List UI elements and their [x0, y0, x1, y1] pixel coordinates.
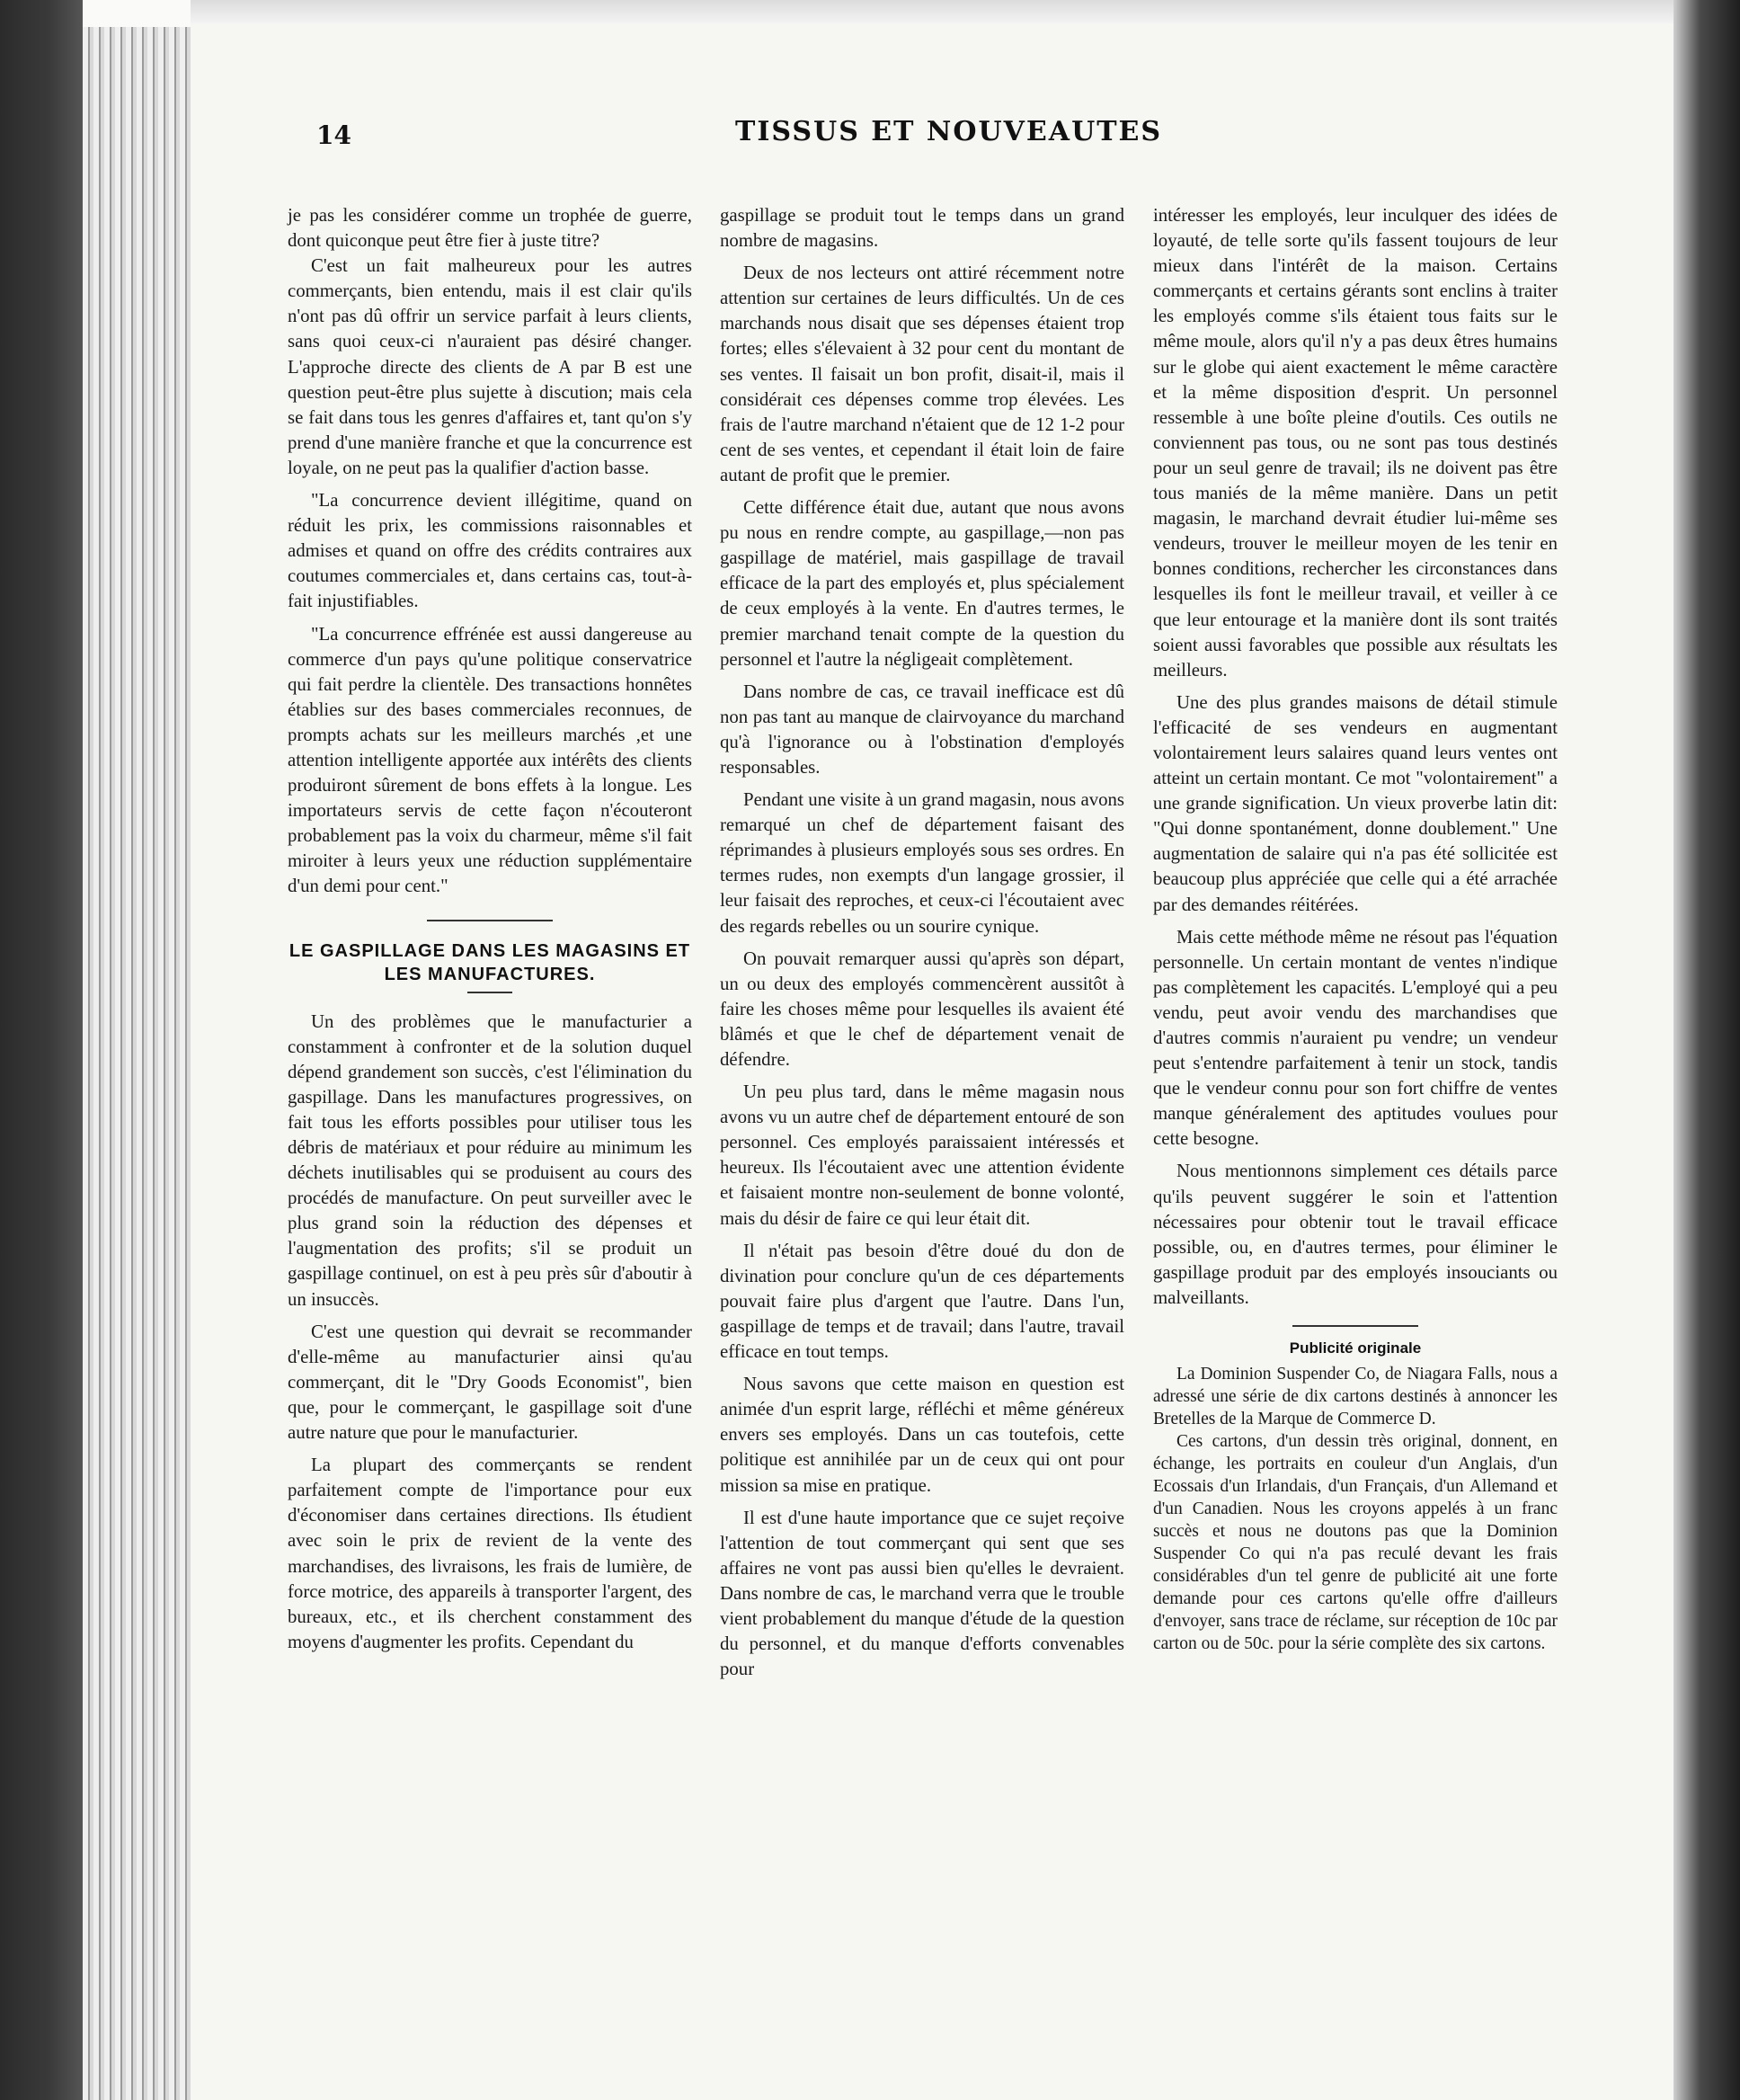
paragraph: Un des problèmes que le manufacturier a constamment à confronter et de la solution duquel dépend grandement son succès, c'est l'élimination du gaspillage. Dans les manufactures progressives, on fait tous les efforts possibles pour utiliser tous les débris de matériaux et pour réduire au minimum les déchets inutilisables qui se produisent au cours des procédés de manufacture. On peut surveiller avec le plus grand soin la réduction des dépenses et l'augmentation des profits; s'il se produit un gaspillage continuel, on est à peu près sûr d'aboutir à un insuccès. — [288, 1010, 692, 1310]
paragraph: Il n'était pas besoin d'être doué du don de divination pour conclure qu'un de ces départements pouvait faire plus d'argent que l'autre. Dans l'un, gaspillage de temps et de travail; dans l'autre, travail efficace en tout temps. — [720, 1240, 1124, 1363]
running-title: TISSUS ET NOUVEAUTES — [735, 116, 1163, 147]
magazine-page — [191, 23, 1673, 2100]
paragraph: La plupart des commerçants se rendent parfaitement compte de l'importance pour eux d'économiser dans certaines directions. Ils étudient avec soin le prix de revient de la vente des marchandises, des livraisons, les frais de lumière, de force motrice, des appareils à transporter l'argent, des bureaux, etc., et ils cherchent constamment des moyens d'augmenter les profits. Cependant du — [288, 1455, 692, 1652]
paragraph: On pouvait remarquer aussi qu'après son départ, un ou deux des employés commencèrent aussitôt à faire les choses même pour lesquelles ils avaient été blâmés et que le chef de département venait de défendre. — [720, 948, 1124, 1070]
paragraph: Nous savons que cette maison en question est animée d'un esprit large, réfléchi et même généreux envers ses employés. Dans un cas toutefois, cette politique est annihilée par un de ceux qui ont pour mission sa mise en pratique. — [720, 1374, 1124, 1496]
paragraph: Nous mentionnons simplement ces détails parce qu'ils peuvent suggérer le soin et l'attention nécessaires pour obtenir tout le travail efficace possible, ou, en d'autres termes, pour éliminer le gaspillage produit par des employés insouciants ou malveillants. — [1153, 1161, 1558, 1308]
paragraph: C'est un fait malheureux pour les autres commerçants, bien entendu, mais il est clair qu'ils n'ont pas dû offrir un service parfait à leurs clients, sans quoi ceux-ci n'auraient pas désiré changer. L'approche directe des clients de A par B est une question peut-être plus sujette à discution; mais cela se fait dans tous les genres d'affaires et, tant qu'on s'y prend d'une manière franche et que la concurrence est loyale, on ne peut pas la qualifier d'action basse. — [288, 255, 692, 478]
paragraph: "La concurrence devient illégitime, quand on réduit les prix, les commissions raisonnables et admises et quand on offre des crédits contraires aux coutumes commerciales et, dans certains cas, tout-à-fait injustifiables. — [288, 490, 692, 612]
paragraph: "La concurrence effrénée est aussi dangereuse au commerce d'un pays qu'une politique conservatrice qui fait perdre la clientèle. Des transactions honnêtes établies sur des bases commerciales reconnues, de prompts achats sur les meilleurs marchés ,et une attention intelligente apportée aux intérêts des clients produiront sûrement de bons effets à la longue. Les importateurs servis de cette façon n'écouteront probablement pas la voix du charmeur, même s'il fait miroiter à leurs yeux une réduction supplémentaire d'un demi pour cent." — [288, 623, 692, 897]
stacked-page-edges — [83, 27, 191, 2100]
paragraph: C'est une question qui devrait se recommander d'elle-même au manufacturier ainsi qu'au commerçant, dit le "Dry Goods Economist", bien que, pour le commerçant, le gaspillage soit d'une autre nature que pour le manufacturier. — [288, 1321, 692, 1444]
paragraph: Mais cette méthode même ne résout pas l'équation personnelle. Un certain montant de ventes n'indique pas complètement les capacités. L'employé qui a peu vendu, peut avoir vendu des marchandises que d'autres commis n'auraient pu vendre; un vendeur peut s'entendre parfaitement à tenir un stock, tandis que le vendeur connu pour son fort chiffre de ventes manque généralement des aptitudes voulues pour cette besogne. — [1153, 926, 1558, 1150]
paragraph: intéresser les employés, leur inculquer des idées de loyauté, de telle sorte qu'ils fassent toujours de leur mieux dans l'intérêt de la maison. Certains commerçants et certains gérants sont enclins à traiter les employés comme s'ils étaient tous faits sur le même moule, alors qu'il n'y a pas deux êtres humains sur le globe qui aient exactement le même caractère et la même disposition d'esprit. Un personnel ressemble à une boîte pleine d'outils. Ces outils ne conviennent pas tous, ou ne sont pas tous destinés pour un seul genre de travail; ils ne doivent pas être tous maniés de la même manière. Dans un petit magasin, le marchand devrait étudier lui-même ses vendeurs, trouver le meilleur moyen de les tenir en bonnes conditions, rechercher les circonstances dans lesquelles ils font le meilleur travail, et veiller à ce que leur entourage et la manière dont ils sont traités soient aussi favorables que possible aux résultats les meilleurs. — [1153, 205, 1558, 681]
paragraph: Une des plus grandes maisons de détail stimule l'efficacité de ses vendeurs en augmentant volontairement leurs salaires quand leurs ventes ont atteint un certain montant. Ce mot "volontairement" a une grande signification. Un vieux proverbe latin dit: "Qui donne spontanément, donne doublement." Une augmentation de salaire qui n'a pas été sollicitée est beaucoup plus appréciée que celle qui a été arrachée par des demandes réitérées. — [1153, 691, 1558, 915]
text-column-1 — [288, 203, 692, 1655]
paragraph: Pendant une visite à un grand magasin, nous avons remarqué un chef de département faisant des réprimandes à plusieurs employés sous ses ordres. En termes rudes, non exempts d'un langage grossier, il leur faisait des reproches, et ceux-ci l'écoutaient avec des regards rebelles ou un sourire cynique. — [720, 789, 1124, 937]
section-subheading: Publicité originale — [1289, 1339, 1422, 1357]
paragraph: je pas les considérer comme un trophée de guerre, dont quiconque peut être fier à juste titre? — [288, 205, 692, 252]
text-column-3 — [1153, 203, 1558, 1655]
paragraph: Dans nombre de cas, ce travail inefficace est dû non pas tant au manque de clairvoyance du marchand qu'à l'ignorance ou à l'obstination d'employés responsables. — [720, 681, 1124, 778]
paragraph: Deux de nos lecteurs ont attiré récemment notre attention sur certaines de leurs difficultés. Un de ces marchands nous disait que ses dépenses étaient trop fortes; elles s'élevaient à 32 pour cent du montant de ses ventes. Il faisait un bon profit, disait-il, mais il considérait ces dépenses comme trop élevées. Les frais de l'autre marchand n'étaient que de 12 1-2 pour cent de ses ventes, et cependant il était loin de faire autant de profit que le premier. — [720, 262, 1124, 485]
paragraph: Cette différence était due, autant que nous avons pu nous en rendre compte, au gaspillage,—non pas gaspillage de matériel, mais gaspillage de travail efficace de la part des employés et, plus spécialement de ceux employés à la vente. En d'autres termes, le premier marchand tenait compte de la question du personnel et l'autre la négligeait complètement. — [720, 497, 1124, 670]
heading-underline — [467, 992, 512, 993]
page-number: 14 — [316, 120, 351, 150]
book-binding — [0, 0, 83, 2100]
paragraph: La Dominion Suspender Co, de Niagara Falls, nous a adressé une série de dix cartons destinés à annoncer les Bretelles de la Marque de Commerce D. — [1153, 1365, 1558, 1429]
paragraph: Un peu plus tard, dans le même magasin nous avons vu un autre chef de département entouré de son personnel. Ces employés paraissaient intéressés et heureux. Ils l'écoutaient avec une attention évidente et faisaient montre non-seulement de bonne volonté, mais du désir de faire ce qui leur était dit. — [720, 1081, 1124, 1229]
paragraph: Il est d'une haute importance que ce sujet reçoive l'attention de tout commerçant qui sent que ses affaires ne vont pas aussi bien qu'elles le devraient. Dans nombre de cas, le marchand verra que le trouble vient probablement du manque d'étude de la question du personnel, et du manque d'efforts convenables pour — [720, 1507, 1124, 1680]
section-divider — [1292, 1325, 1418, 1327]
section-heading: LE GASPILLAGE DANS LES MAGASINS ET LES MANUFACTURES. — [289, 940, 691, 984]
text-column-2 — [720, 203, 1124, 1682]
right-page-shadow — [1673, 0, 1740, 2100]
paragraph: gaspillage se produit tout le temps dans un grand nombre de magasins. — [720, 205, 1124, 252]
paragraph: Ces cartons, d'un dessin très original, donnent, en échange, les portraits en couleur d'un Anglais, d'un Ecossais d'un Irlandais, d'un Français, d'un Allemand et d'un Canadien. Nous les croyons appelés à un franc succès et nous ne doutons pas que la Dominion Suspender Co qui n'a pas reculé devant les frais considérables d'un tel genre de publicité ait une forte demande pour ces cartons qu'elle offre d'ailleurs d'envoyer, sans trace de réclame, sur réception de 10c par carton ou de 50c. pour la série complète des six cartons. — [1153, 1432, 1558, 1654]
section-divider — [427, 920, 553, 921]
top-page-edge — [191, 0, 1673, 23]
